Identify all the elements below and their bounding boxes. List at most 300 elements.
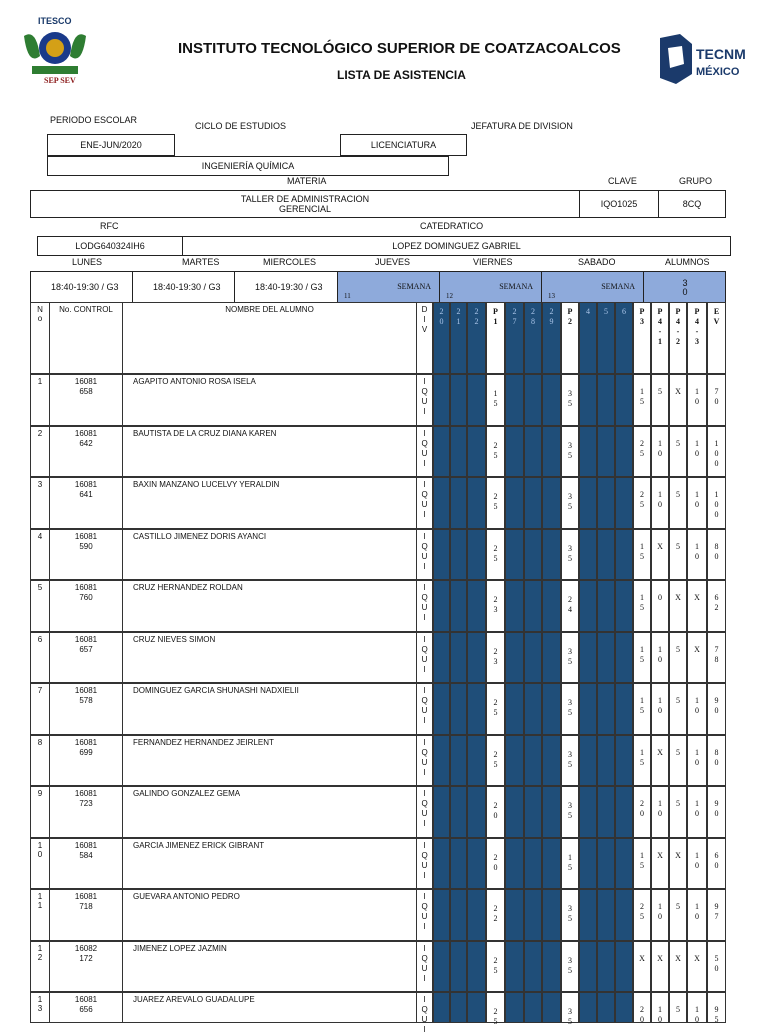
row-div-text: IQUI [421, 583, 428, 622]
row-cell-ev-text: 90 [714, 799, 719, 818]
row-div [416, 683, 433, 735]
row-div [416, 786, 433, 838]
row-cell-22 [467, 477, 486, 529]
day-jueves: JUEVES [375, 257, 411, 267]
row-control [49, 786, 123, 838]
row-cell-6 [615, 374, 633, 426]
row-cell-p4-3-text: 10 [695, 696, 699, 715]
row-cell-ev [707, 632, 726, 684]
row-cell-5 [597, 786, 615, 838]
row-control-text: 16081 760 [74, 583, 98, 602]
row-no-text: 10 [37, 840, 43, 859]
row-cell-27 [505, 632, 524, 684]
week-13-label: SEMANA [601, 282, 635, 291]
row-cell-p4-1-text: 10 [658, 438, 662, 458]
row-div [416, 580, 433, 632]
row-cell-22 [467, 941, 486, 993]
row-cell-p3 [633, 632, 651, 684]
materia-value-line2: GERENCIAL [278, 204, 331, 214]
row-cell-p4-2-text: X [675, 953, 681, 963]
row-cell-p2 [561, 838, 579, 890]
row-cell-21 [450, 426, 467, 478]
row-cell-p4-2-text: 5 [676, 696, 680, 705]
row-cell-p4-1 [651, 477, 669, 529]
row-no-text: 3 [37, 480, 43, 489]
time-martes: 18:40-19:30 / G3 [132, 271, 235, 303]
row-cell-20 [433, 735, 450, 787]
col-header-ev [707, 302, 726, 374]
row-cell-21 [450, 632, 467, 684]
row-cell-p4-2 [669, 992, 687, 1023]
row-cell-p4-3 [687, 529, 707, 581]
row-cell-21 [450, 889, 467, 941]
row-cell-p3-text: X [639, 953, 645, 963]
col-header-22 [467, 302, 486, 374]
row-div [416, 477, 433, 529]
row-nombre-text: CRUZ HERNANDEZ ROLDAN [133, 583, 243, 592]
row-nombre-text: GALINDO GONZALEZ GEMA [133, 789, 241, 798]
row-cell-p4-3 [687, 941, 707, 993]
row-cell-ev [707, 992, 726, 1023]
row-cell-p4-2 [669, 838, 687, 890]
row-cell-29 [542, 683, 561, 735]
row-cell-22 [467, 426, 486, 478]
row-no [30, 477, 50, 529]
row-cell-27 [505, 735, 524, 787]
row-cell-p4-1-text: X [657, 850, 663, 860]
row-cell-p1-text: 25 [493, 492, 498, 511]
row-cell-20 [433, 786, 450, 838]
col-header-div [416, 302, 433, 374]
row-cell-29 [542, 786, 561, 838]
row-cell-ev-text: 95 [714, 1005, 719, 1024]
row-cell-ev [707, 529, 726, 581]
row-cell-5 [597, 477, 615, 529]
col-header-p4-2 [669, 302, 687, 374]
row-cell-p4-1 [651, 632, 669, 684]
row-cell-5 [597, 580, 615, 632]
row-div-text: IQUI [421, 428, 428, 468]
row-cell-p4-2 [669, 426, 687, 478]
row-cell-ev-text: 90 [714, 696, 719, 715]
row-nombre-text: GARCIA JIMENEZ ERICK GIBRANT [133, 840, 265, 850]
row-cell-21 [450, 786, 467, 838]
row-cell-ev [707, 683, 726, 735]
week-12 [439, 271, 542, 303]
row-cell-p2 [561, 580, 579, 632]
row-cell-27 [505, 374, 524, 426]
col-header-6 [615, 302, 633, 374]
row-cell-p3-text: 15 [640, 850, 644, 870]
row-cell-p4-3-text: X [694, 953, 700, 963]
row-control [49, 992, 123, 1023]
jefatura-label: JEFATURA DE DIVISION [471, 121, 573, 131]
row-cell-20 [433, 426, 450, 478]
col-header-29-text: 29 [549, 307, 554, 326]
row-cell-p4-2-text: X [675, 593, 681, 602]
row-cell-p2 [561, 735, 579, 787]
row-cell-p1-text: 25 [493, 955, 498, 975]
row-cell-ev [707, 580, 726, 632]
row-cell-p2-text: 35 [568, 543, 572, 563]
row-cell-p4-3-text: 10 [695, 541, 699, 561]
row-div-text: IQUI [421, 789, 428, 828]
row-cell-6 [615, 838, 633, 890]
row-cell-29 [542, 735, 561, 787]
row-control [49, 941, 123, 993]
row-cell-6 [615, 529, 633, 581]
row-nombre [122, 735, 417, 787]
row-nombre-text: GUEVARA ANTONIO PEDRO [133, 892, 240, 901]
row-cell-p4-2 [669, 580, 687, 632]
row-cell-20 [433, 477, 450, 529]
row-control-text: 16081 699 [74, 737, 98, 757]
row-cell-p4-2 [669, 941, 687, 993]
row-cell-p2-text: 35 [568, 955, 572, 975]
row-cell-4 [579, 941, 597, 993]
row-cell-p4-1 [651, 786, 669, 838]
row-cell-21 [450, 838, 467, 890]
row-no [30, 374, 50, 426]
row-cell-p3-text: 15 [640, 593, 644, 612]
row-cell-p4-3 [687, 683, 707, 735]
row-cell-p4-1 [651, 580, 669, 632]
row-cell-22 [467, 786, 486, 838]
row-cell-6 [615, 580, 633, 632]
row-div-text: IQUI [421, 995, 428, 1034]
row-cell-p1-text: 25 [493, 1007, 498, 1026]
row-cell-5 [597, 632, 615, 684]
row-cell-p4-3-text: 10 [695, 387, 699, 406]
time-miercoles: 18:40-19:30 / G3 [234, 271, 338, 303]
row-nombre-text: AGAPITO ANTONIO ROSA ISELA [133, 377, 256, 386]
row-cell-p4-3 [687, 786, 707, 838]
row-cell-p3-text: 25 [640, 902, 644, 921]
rfc-value: LODG640324IH6 [37, 236, 183, 256]
week-12-label: SEMANA [499, 282, 533, 291]
row-no [30, 838, 50, 890]
row-cell-p2 [561, 992, 579, 1026]
row-cell-21 [450, 529, 467, 581]
row-nombre [122, 477, 417, 529]
row-cell-29 [542, 889, 561, 941]
grupo-label: GRUPO [679, 176, 713, 186]
week-11-label: SEMANA [397, 282, 431, 291]
row-cell-p2-text: 35 [568, 749, 572, 769]
row-cell-p4-3 [687, 838, 707, 890]
row-cell-4 [579, 580, 597, 632]
row-cell-22 [467, 529, 486, 581]
row-control [49, 529, 123, 581]
row-cell-p3 [633, 374, 651, 426]
row-cell-p4-3-text: 10 [695, 438, 699, 458]
row-nombre-text: FERNANDEZ HERNANDEZ JEIRLENT [133, 737, 274, 747]
row-cell-p3-text: 15 [640, 387, 644, 406]
col-header-5-text: 5 [604, 307, 608, 316]
col-header-nombre-text: NOMBRE DEL ALUMNO [225, 305, 314, 314]
row-cell-ev [707, 889, 726, 941]
row-no-text: 8 [37, 737, 43, 747]
row-cell-29 [542, 838, 561, 890]
row-no [30, 941, 50, 993]
row-cell-p1-text: 23 [493, 646, 498, 666]
row-div-text: IQUI [421, 377, 428, 416]
row-div-text: IQUI [421, 892, 428, 931]
row-cell-4 [579, 426, 597, 478]
row-cell-20 [433, 683, 450, 735]
row-cell-ev [707, 374, 726, 426]
row-cell-20 [433, 992, 450, 1023]
row-cell-p1-text: 25 [493, 440, 498, 460]
row-cell-p3 [633, 477, 651, 529]
row-cell-6 [615, 683, 633, 735]
row-cell-p4-3-text: 10 [695, 747, 699, 767]
row-cell-ev-text: 97 [714, 902, 719, 921]
row-cell-p3 [633, 580, 651, 632]
row-cell-p3-text: 25 [640, 438, 644, 458]
col-header-p4-3-text: P4-3 [694, 307, 700, 346]
row-no [30, 889, 50, 941]
row-cell-p1 [486, 838, 505, 890]
row-control-text: 16081 723 [74, 789, 98, 808]
grupo-value: 8CQ [658, 190, 726, 218]
row-no-text: 11 [37, 892, 43, 910]
row-control-text: 16082 172 [74, 943, 98, 963]
row-cell-p4-3-text: X [694, 593, 700, 602]
materia-value [30, 190, 580, 218]
row-cell-p4-2-text: 5 [676, 902, 680, 911]
row-cell-4 [579, 838, 597, 890]
day-alumnos: ALUMNOS [665, 257, 710, 267]
row-cell-p4-3 [687, 889, 707, 941]
row-cell-27 [505, 889, 524, 941]
row-nombre [122, 889, 417, 941]
col-header-4-text: 4 [586, 307, 590, 316]
carrera-value: INGENIERÍA QUÍMICA [47, 156, 449, 176]
row-cell-4 [579, 477, 597, 529]
row-cell-p1 [486, 735, 505, 787]
col-header-4 [579, 302, 597, 374]
row-cell-22 [467, 632, 486, 684]
row-no [30, 735, 50, 787]
row-cell-4 [579, 786, 597, 838]
row-cell-p4-1 [651, 683, 669, 735]
week-11 [337, 271, 440, 303]
row-cell-6 [615, 477, 633, 529]
row-cell-5 [597, 426, 615, 478]
row-cell-p4-1 [651, 529, 669, 581]
row-div-text: IQUI [421, 531, 428, 571]
row-no-text: 4 [37, 531, 43, 541]
row-cell-p3 [633, 426, 651, 478]
row-cell-28 [524, 838, 542, 890]
row-cell-p3 [633, 889, 651, 941]
row-cell-28 [524, 992, 542, 1023]
row-cell-p4-1-text: X [657, 541, 663, 551]
row-cell-p2 [561, 477, 579, 529]
row-cell-29 [542, 529, 561, 581]
row-cell-5 [597, 683, 615, 735]
row-div-text: IQUI [421, 943, 428, 983]
row-cell-p4-3 [687, 580, 707, 632]
row-cell-p2-text: 35 [568, 440, 572, 460]
row-no [30, 683, 50, 735]
row-cell-5 [597, 529, 615, 581]
row-no [30, 426, 50, 478]
row-no-text: 9 [37, 789, 43, 798]
row-cell-21 [450, 992, 467, 1023]
row-cell-28 [524, 426, 542, 478]
row-cell-6 [615, 735, 633, 787]
row-cell-20 [433, 374, 450, 426]
row-cell-p1-text: 25 [493, 698, 498, 717]
row-cell-p1 [486, 374, 505, 426]
row-cell-ev [707, 786, 726, 838]
row-div-text: IQUI [421, 634, 428, 674]
tecnm-text: TECNM [696, 46, 746, 62]
ciclo-value: LICENCIATURA [340, 134, 467, 156]
col-header-27-text: 27 [512, 307, 517, 326]
row-control-text: 16081 590 [74, 531, 98, 551]
row-cell-5 [597, 992, 615, 1023]
row-cell-6 [615, 889, 633, 941]
day-sabado: SABADO [578, 257, 616, 267]
row-cell-28 [524, 529, 542, 581]
col-header-p1-text: P1 [493, 307, 498, 326]
row-cell-ev [707, 426, 726, 478]
row-cell-p4-2 [669, 683, 687, 735]
row-cell-ev-text: 100 [714, 438, 719, 468]
row-control-text: 16081 658 [74, 377, 98, 396]
row-cell-27 [505, 529, 524, 581]
row-cell-5 [597, 941, 615, 993]
row-div [416, 426, 433, 478]
row-nombre-text: JUAREZ AREVALO GUADALUPE [133, 995, 255, 1004]
row-cell-p4-2 [669, 786, 687, 838]
row-cell-p3 [633, 992, 651, 1023]
row-cell-p4-1-text: 10 [658, 799, 662, 818]
row-nombre [122, 941, 417, 993]
institute-title: INSTITUTO TECNOLÓGICO SUPERIOR DE COATZACOALCOS [178, 40, 621, 57]
row-cell-p4-3 [687, 992, 707, 1023]
row-cell-ev [707, 838, 726, 890]
row-cell-ev-text: 70 [714, 387, 719, 406]
row-nombre-text: BAXIN MANZANO LUCELVY YERALDIN [133, 480, 280, 489]
col-header-p4-3 [687, 302, 707, 374]
row-cell-p1-text: 22 [493, 904, 498, 923]
periodo-value: ENE-JUN/2020 [47, 134, 175, 156]
row-cell-p2-text: 35 [568, 1007, 572, 1026]
row-nombre-text: DOMINGUEZ GARCIA SHUNASHI NADXIELII [133, 686, 299, 695]
row-cell-p4-2-text: 5 [676, 644, 680, 654]
col-header-27 [505, 302, 524, 374]
col-header-p4-2-text: P4-2 [675, 307, 681, 346]
row-cell-22 [467, 735, 486, 787]
row-nombre-text: CASTILLO JIMENEZ DORIS AYANCI [133, 531, 267, 541]
row-cell-p4-1-text: 10 [658, 696, 662, 715]
col-header-20-text: 20 [439, 307, 444, 326]
row-cell-p2-text: 35 [568, 389, 572, 408]
row-control [49, 838, 123, 890]
row-cell-p4-2 [669, 477, 687, 529]
row-cell-p3 [633, 838, 651, 890]
row-nombre-text: BAUTISTA DE LA CRUZ DIANA KAREN [133, 428, 277, 438]
row-cell-21 [450, 683, 467, 735]
row-cell-27 [505, 477, 524, 529]
row-cell-20 [433, 632, 450, 684]
row-no-text: 6 [37, 634, 43, 644]
row-cell-22 [467, 683, 486, 735]
row-cell-p3 [633, 941, 651, 993]
row-nombre-text: JIMENEZ LOPEZ JAZMIN [133, 943, 227, 953]
row-control-text: 16081 657 [74, 634, 98, 654]
col-header-20 [433, 302, 450, 374]
row-cell-p3 [633, 735, 651, 787]
col-header-6-text: 6 [622, 307, 626, 316]
col-header-p3-text: P3 [639, 307, 645, 326]
row-control [49, 426, 123, 478]
row-cell-p2 [561, 529, 579, 581]
time-lunes: 18:40-19:30 / G3 [30, 271, 133, 303]
itesco-logo [18, 16, 92, 92]
row-control-text: 16081 718 [74, 892, 98, 911]
row-nombre-text: CRUZ NIEVES SIMON [133, 634, 216, 644]
col-header-control [49, 302, 123, 374]
row-cell-p4-1-text: 5 [658, 387, 662, 396]
row-div [416, 529, 433, 581]
row-div-text: IQUI [421, 686, 428, 725]
row-cell-28 [524, 632, 542, 684]
row-cell-p1 [486, 786, 505, 838]
col-header-no [30, 302, 50, 374]
materia-value-line1: TALLER DE ADMINISTRACION [240, 194, 370, 204]
row-cell-ev [707, 477, 726, 529]
row-cell-p4-3-text: 10 [695, 1005, 699, 1024]
row-div [416, 735, 433, 787]
row-cell-5 [597, 735, 615, 787]
row-cell-p2 [561, 632, 579, 684]
row-cell-5 [597, 838, 615, 890]
row-cell-ev-text: 50 [714, 953, 719, 973]
row-cell-p2-text: 35 [568, 801, 572, 820]
row-cell-p4-1-text: X [657, 747, 663, 757]
row-cell-p1 [486, 683, 505, 735]
col-header-p2-text: P2 [567, 307, 573, 326]
row-cell-29 [542, 374, 561, 426]
row-cell-p1-text: 20 [493, 801, 498, 820]
row-cell-6 [615, 941, 633, 993]
row-cell-p3-text: 15 [640, 541, 644, 561]
row-cell-29 [542, 477, 561, 529]
row-no-text: 13 [37, 995, 43, 1013]
row-cell-p4-2-text: X [675, 387, 681, 396]
row-div-text: IQUI [421, 737, 428, 777]
row-nombre [122, 786, 417, 838]
row-cell-p1 [486, 941, 505, 993]
col-header-no-text: No [37, 305, 43, 323]
row-cell-29 [542, 426, 561, 478]
row-control-text: 16081 642 [74, 428, 98, 448]
row-cell-4 [579, 683, 597, 735]
row-cell-27 [505, 838, 524, 890]
row-cell-p4-2-text: 5 [676, 747, 680, 757]
row-div [416, 374, 433, 426]
row-no [30, 529, 50, 581]
tecnm-emblem-icon [656, 34, 696, 84]
row-no-text: 7 [37, 686, 43, 695]
col-header-ev-text: EV [713, 307, 720, 326]
row-cell-p4-3-text: 10 [695, 902, 699, 921]
